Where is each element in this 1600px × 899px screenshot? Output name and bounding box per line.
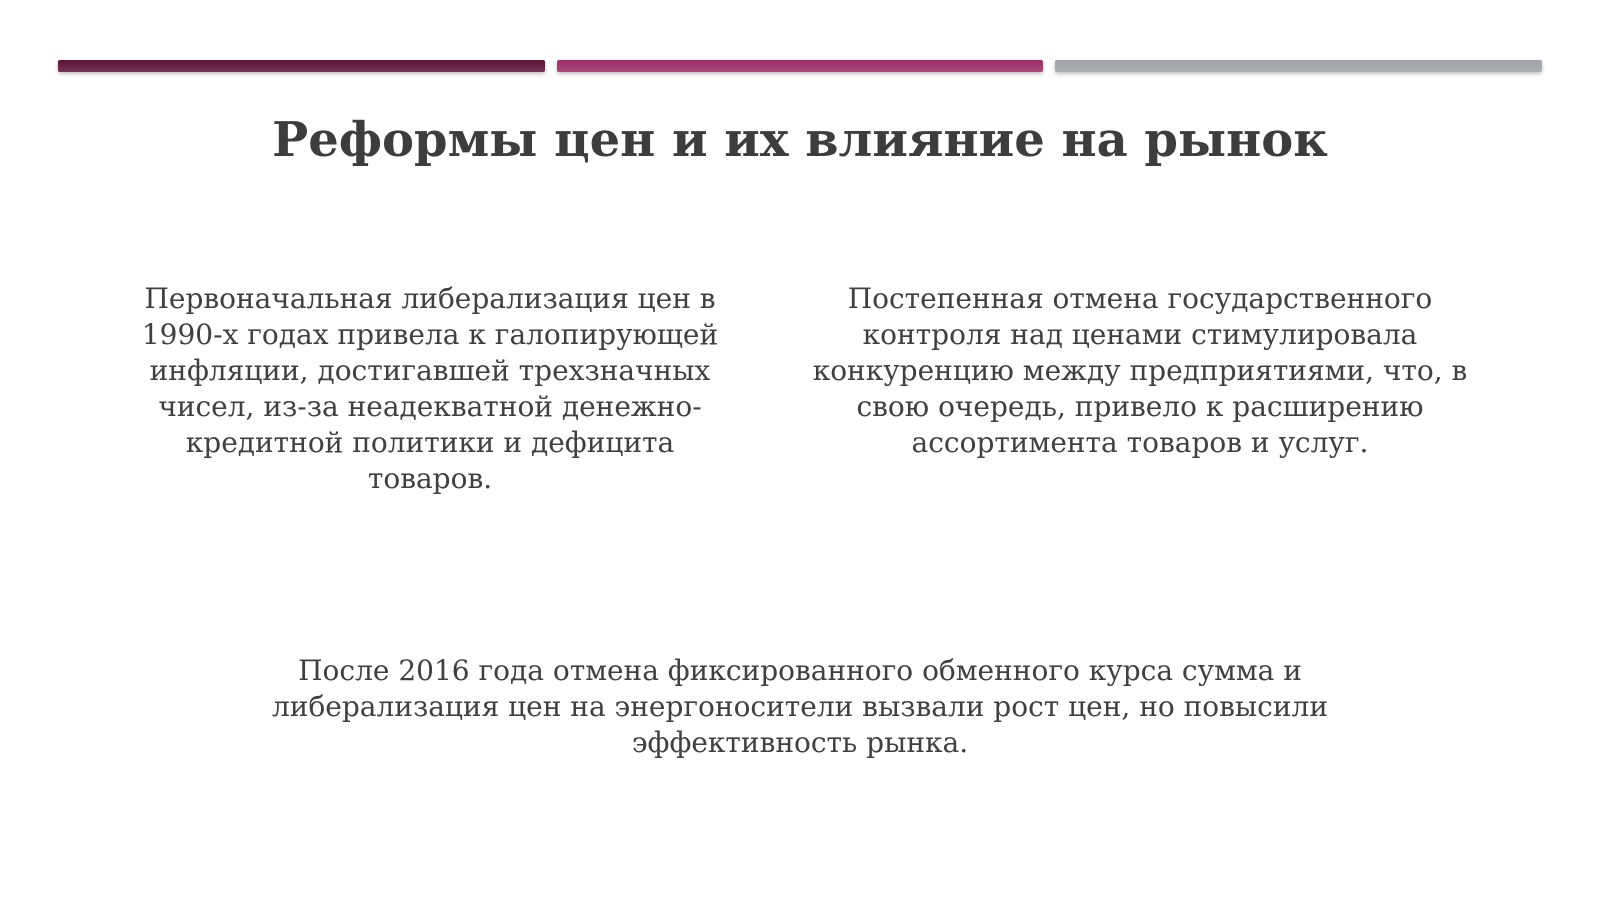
slide-title: Реформы цен и их влияние на рынок [272, 112, 1328, 168]
accent-bar-magenta [557, 60, 1043, 72]
text-block-liberalization-1990s: Первоначальная либерализация цен в 1990-х годах привела к галопирующей инфляции, достигавшей трехзначных чисел, из-за неадекватной денежно-кредитной политики и дефицита товаров. [141, 282, 719, 495]
accent-bars [58, 60, 1542, 72]
text-block-after-2016: После 2016 года отмена фиксированного обменного курса сумма и либерализация цен на энергоносители вызвали рост цен, но повысили эффективность рынка. [272, 654, 1328, 759]
text-block-state-control-removal: Постепенная отмена государственного контроля над ценами стимулировала конкуренцию между предприятиями, что, в свою очередь, привело к расширению ассортимента товаров и услуг. [812, 282, 1468, 459]
accent-bar-gray [1055, 60, 1542, 72]
accent-bar-dark-maroon [58, 60, 545, 72]
